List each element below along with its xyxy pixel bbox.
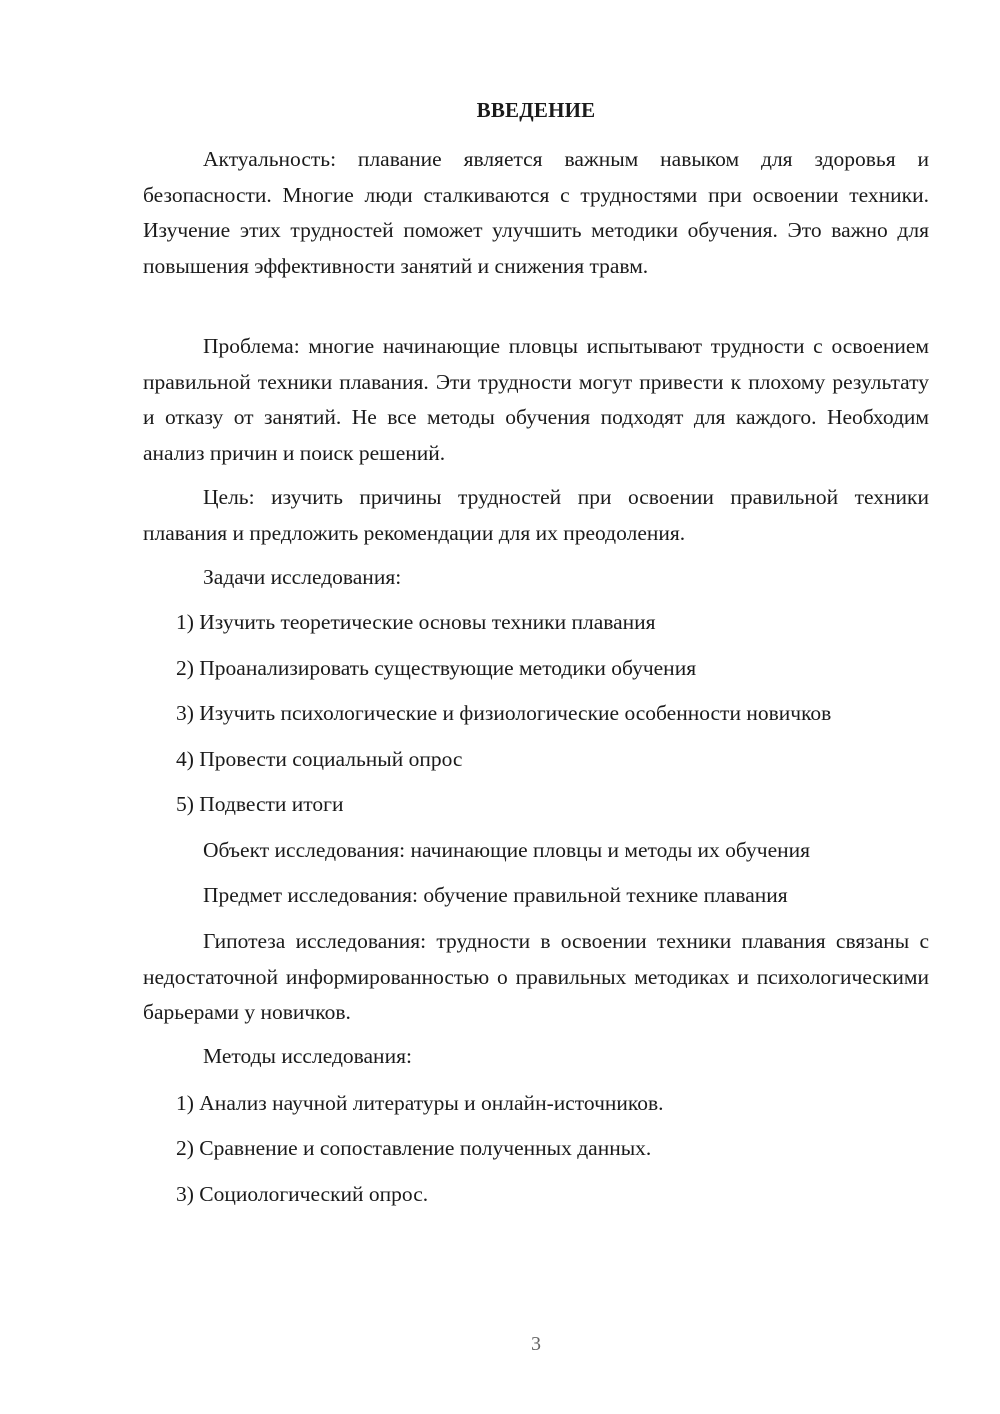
method-item: 1) Анализ научной литературы и онлайн-источников. (176, 1091, 664, 1115)
tasks-title: Задачи исследования: (203, 565, 402, 589)
paragraph-problem: Проблема: многие начинающие пловцы испытывают трудности с освоением правильной техники плавания. Эти трудности могут привести к плохому результату и отказу от занятий. Не все методы обучения подходят для каждого. Необходим анализ причин и поиск решений. (143, 334, 929, 465)
research-object: Объект исследования: начинающие пловцы и методы их обучения (203, 838, 811, 862)
research-hypothesis: Гипотеза исследования: трудности в освоении техники плавания связаны с недостаточной информированностью о правильных методиках и психологическими барьерами у новичков. (143, 929, 929, 1024)
task-item: 1) Изучить теоретические основы техники плавания (176, 610, 656, 634)
research-subject: Предмет исследования: обучение правильной технике плавания (203, 883, 788, 907)
page-heading: ВВЕДЕНИЕ (476, 98, 596, 122)
paragraph-relevance: Актуальность: плавание является важным навыком для здоровья и безопасности. Многие люди сталкиваются с трудностями при освоении техники. Изучение этих трудностей поможет улучшить методики обучения. Это важно для повышения эффективности занятий и снижения травм. (143, 147, 929, 278)
page-number: 3 (531, 1333, 541, 1355)
paragraph-goal: Цель: изучить причины трудностей при освоении правильной техники плавания и предложить рекомендации для их преодоления. (143, 485, 929, 545)
task-item: 4) Провести социальный опрос (176, 747, 463, 771)
task-item: 3) Изучить психологические и физиологические особенности новичков (176, 701, 832, 725)
task-item: 2) Проанализировать существующие методики обучения (176, 656, 697, 680)
task-item: 5) Подвести итоги (176, 792, 344, 816)
method-item: 2) Сравнение и сопоставление полученных данных. (176, 1136, 652, 1160)
methods-title: Методы исследования: (203, 1044, 412, 1068)
method-item: 3) Социологический опрос. (176, 1182, 429, 1206)
